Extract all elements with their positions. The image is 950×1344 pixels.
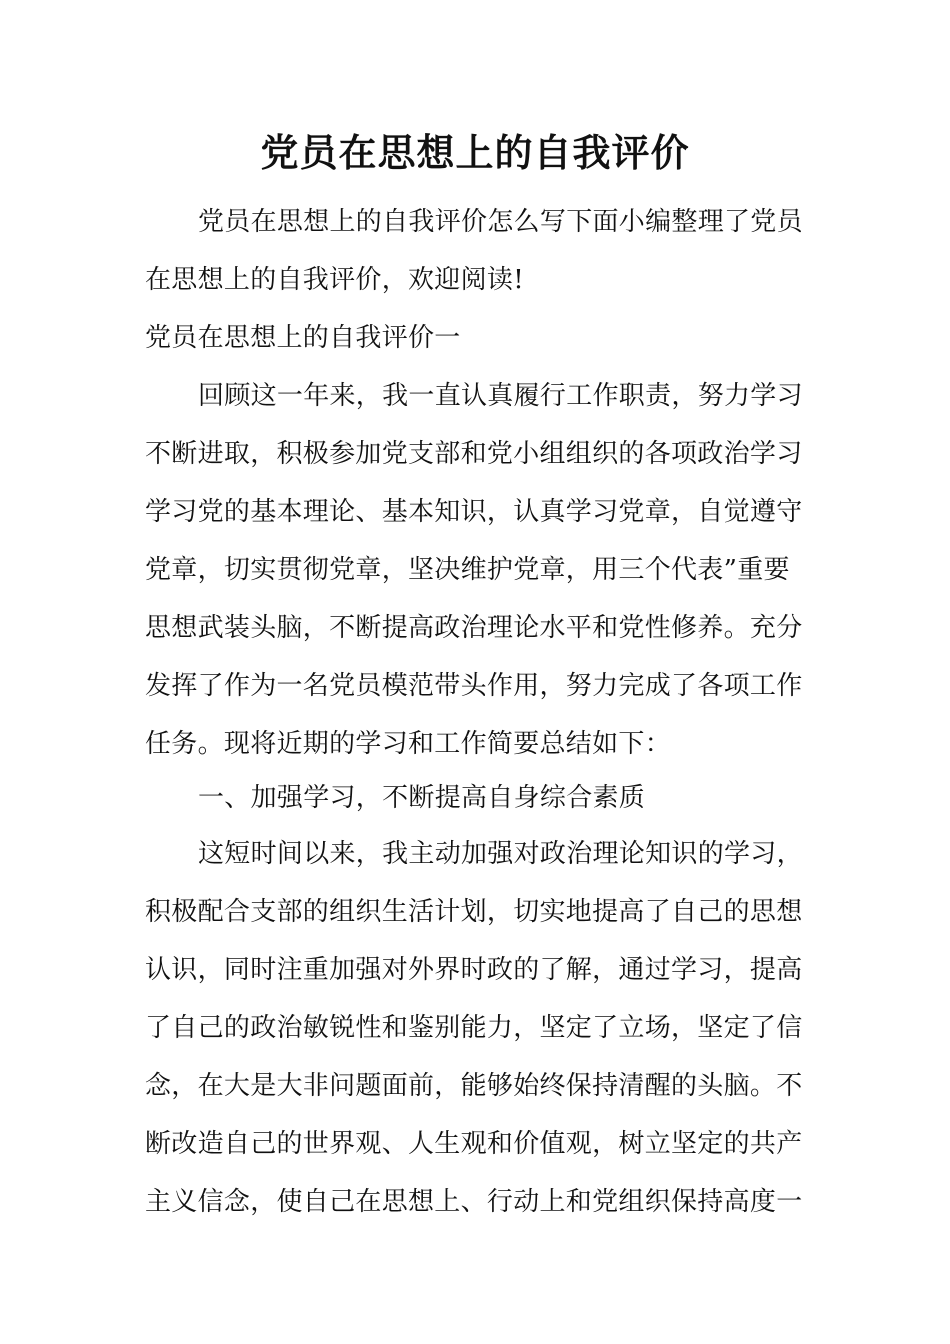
section-heading: 党员在思想上的自我评价一 [145, 323, 461, 353]
text-line: 任务。现将近期的学习和工作简要总结如下： [145, 729, 672, 759]
text-line: 断改造自己的世界观、人生观和价值观，树立坚定的共产 [145, 1129, 803, 1159]
text-line: 思想武装头脑，不断提高政治理论水平和党性修养。充分 [145, 613, 803, 643]
text-line: 在思想上的自我评价，欢迎阅读! [145, 265, 524, 295]
text-line: 不断进取，积极参加党支部和党小组组织的各项政治学习 [145, 439, 803, 469]
text-line: 这短时间以来，我主动加强对政治理论知识的学习， [198, 839, 803, 869]
subsection-heading: 一、加强学习，不断提高自身综合素质 [198, 783, 646, 813]
text-line: 念，在大是大非问题面前，能够始终保持清醒的头脑。不 [145, 1071, 803, 1101]
text-line: 积极配合支部的组织生活计划，切实地提高了自己的思想 [145, 897, 803, 927]
text-line: 党员在思想上的自我评价怎么写下面小编整理了党员 [198, 207, 803, 237]
text-line: 主义信念，使自己在思想上、行动上和党组织保持高度一 [145, 1187, 803, 1217]
text-line: 党章，切实贯彻党章，坚决维护党章，用三个代表”重要 [145, 555, 790, 585]
text-line: 认识，同时注重加强对外界时政的了解，通过学习，提高 [145, 955, 803, 985]
text-line: 发挥了作为一名党员模范带头作用，努力完成了各项工作 [145, 671, 803, 701]
text-line: 学习党的基本理论、基本知识，认真学习党章，自觉遵守 [145, 497, 803, 527]
page-title: 党员在思想上的自我评价 [260, 130, 690, 175]
text-line: 了自己的政治敏锐性和鉴别能力，坚定了立场，坚定了信 [145, 1013, 803, 1043]
text-line: 回顾这一年来，我一直认真履行工作职责，努力学习 [198, 381, 803, 411]
